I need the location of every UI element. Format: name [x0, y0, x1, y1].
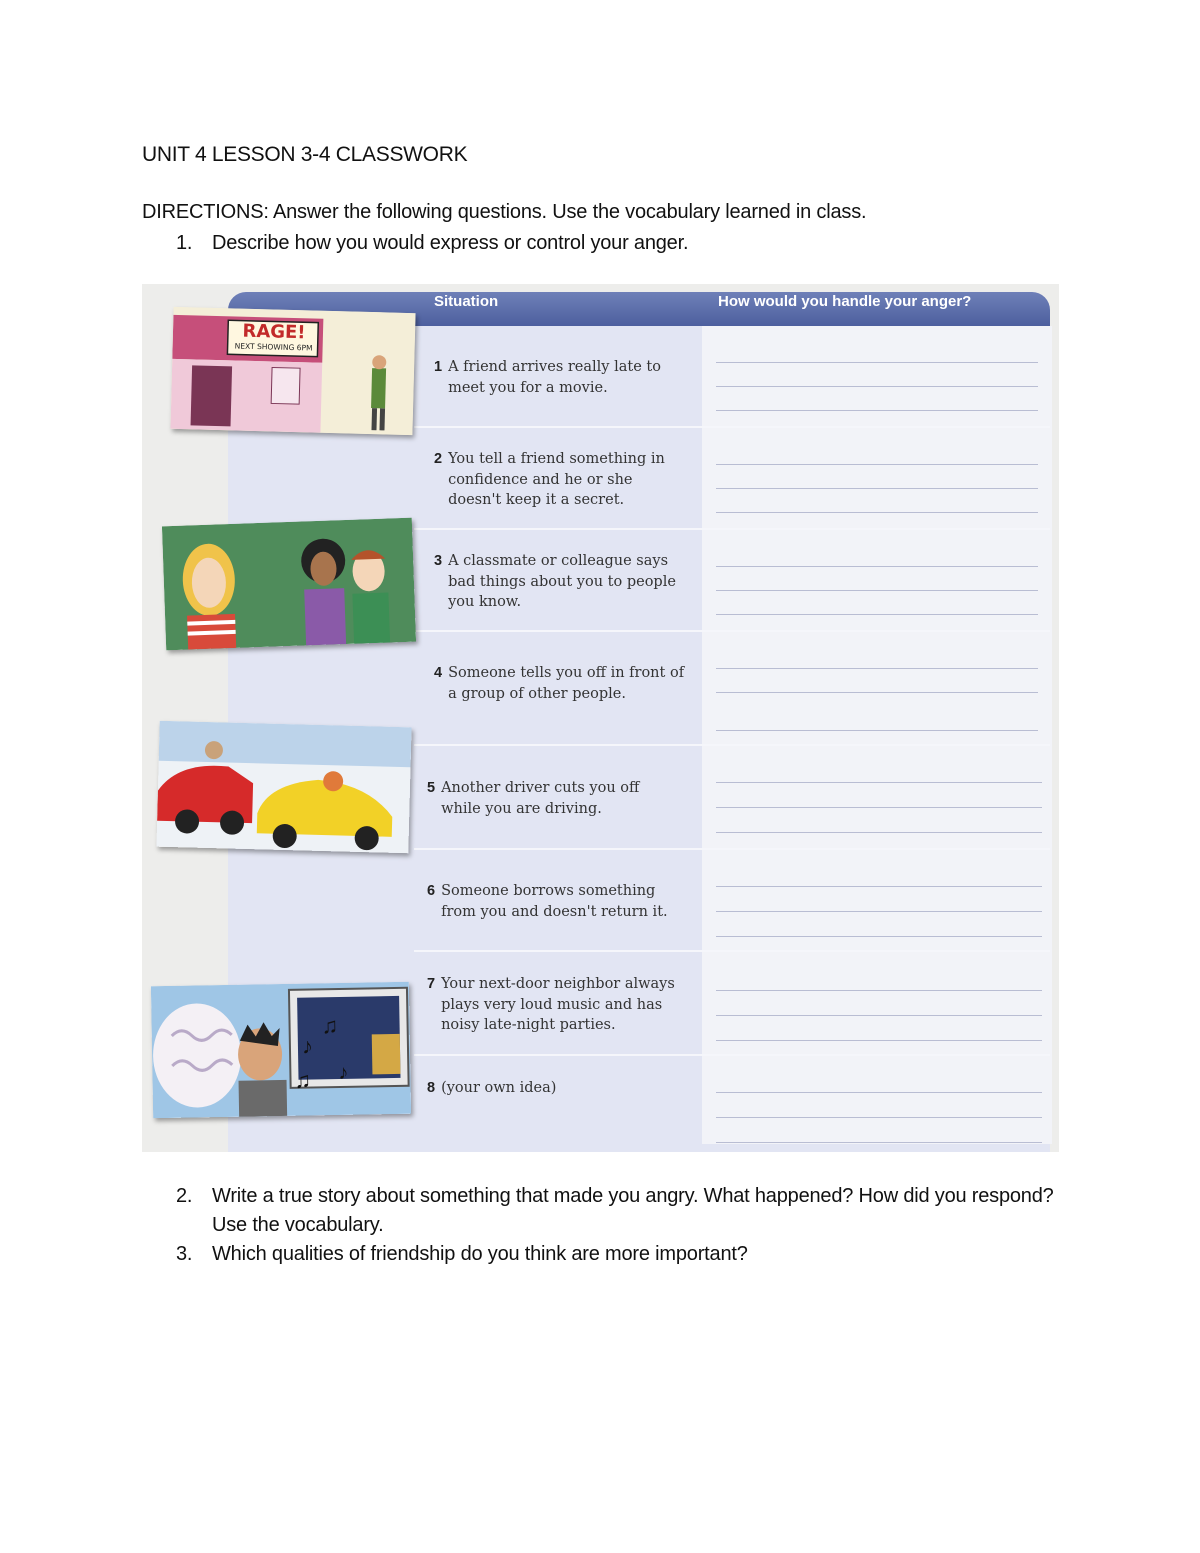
row-divider	[414, 528, 1050, 530]
situation-text: A classmate or colleague says bad things about you to people you know.	[448, 553, 676, 610]
situation-number: 5	[427, 780, 436, 796]
answer-line[interactable]	[716, 886, 1042, 887]
situation-6	[427, 881, 681, 922]
movie-sign-subtitle: NEXT SHOWING 6PM	[234, 341, 313, 353]
directions-text: : Answer the following questions. Use the vocabulary learned in class.	[263, 201, 867, 223]
directions	[142, 201, 866, 224]
answer-column	[702, 326, 1052, 1144]
situation-number: 2	[434, 451, 443, 467]
situation-7	[427, 974, 681, 1036]
situation-number: 1	[434, 359, 443, 375]
row-divider	[414, 950, 1050, 952]
answer-line[interactable]	[716, 512, 1038, 513]
situation-text: (your own idea)	[441, 1080, 557, 1096]
situation-number: 3	[434, 553, 443, 569]
answer-line[interactable]	[716, 1092, 1042, 1093]
noisy-neighbor-illustration	[151, 982, 411, 1118]
answer-line[interactable]	[716, 1040, 1042, 1041]
answer-line[interactable]	[716, 464, 1038, 465]
svg-text:♫: ♫	[321, 1013, 339, 1039]
situation-number: 7	[427, 976, 436, 992]
situation-text: Your next-door neighbor always plays very loud music and has noisy late-night parties.	[441, 976, 675, 1033]
answer-line[interactable]	[716, 386, 1038, 387]
situation-3	[434, 551, 688, 613]
situation-text: A friend arrives really late to meet you for a movie.	[448, 359, 661, 396]
answer-line[interactable]	[716, 614, 1038, 615]
situation-text: Another driver cuts you off while you are driving.	[441, 780, 640, 817]
situation-number: 8	[427, 1080, 436, 1096]
situation-number: 4	[434, 665, 443, 681]
answer-line[interactable]	[716, 488, 1038, 489]
situation-4	[434, 663, 688, 704]
answer-line[interactable]	[716, 590, 1038, 591]
situation-text: Someone tells you off in front of a group of other people.	[448, 665, 685, 702]
row-divider	[414, 630, 1050, 632]
answer-line[interactable]	[716, 807, 1042, 808]
question-number: 3.	[176, 1243, 193, 1265]
question-number: 1.	[176, 232, 193, 254]
cars-illustration	[156, 721, 411, 854]
header-situation: Situation	[434, 293, 499, 310]
answer-line[interactable]	[716, 1015, 1042, 1016]
question-text: Describe how you would express or control your anger.	[212, 232, 689, 254]
answer-line[interactable]	[716, 936, 1042, 937]
svg-text:♪: ♪	[301, 1033, 314, 1059]
svg-text:♫: ♫	[294, 1067, 312, 1093]
answer-line[interactable]	[716, 782, 1042, 783]
header-response: How would you handle your anger?	[718, 293, 972, 310]
worksheet-figure	[142, 284, 1059, 1152]
page-title: UNIT 4 LESSON 3-4 CLASSWORK	[142, 143, 468, 166]
situation-8	[427, 1078, 681, 1099]
answer-line[interactable]	[716, 1142, 1042, 1143]
question-text: Write a true story about something that made you angry. What happened? How did you respond? Use the vocabulary.	[212, 1185, 1054, 1236]
svg-text:♪: ♪	[338, 1061, 349, 1084]
answer-line[interactable]	[716, 566, 1038, 567]
answer-line[interactable]	[716, 362, 1038, 363]
row-divider	[414, 426, 1050, 428]
directions-label: DIRECTIONS	[142, 201, 264, 223]
answer-line[interactable]	[716, 692, 1038, 693]
answer-line[interactable]	[716, 990, 1042, 991]
answer-line[interactable]	[716, 911, 1042, 912]
answer-line[interactable]	[716, 730, 1038, 731]
situation-1	[434, 357, 688, 398]
movie-sign-title: RAGE!	[242, 320, 306, 344]
row-divider	[414, 848, 1050, 850]
row-divider	[414, 1054, 1050, 1056]
answer-line[interactable]	[716, 832, 1042, 833]
answer-line[interactable]	[716, 410, 1038, 411]
question-2	[0, 1182, 1200, 1242]
answer-line[interactable]	[716, 668, 1038, 669]
situation-5	[427, 778, 681, 819]
situation-number: 6	[427, 883, 436, 899]
situation-2	[434, 449, 688, 511]
question-number: 2.	[176, 1185, 193, 1207]
gossip-illustration	[162, 518, 416, 651]
movie-theater-illustration	[170, 307, 415, 435]
answer-line[interactable]	[716, 1117, 1042, 1118]
row-divider	[414, 744, 1050, 746]
situation-text: Someone borrows something from you and doesn't return it.	[441, 883, 668, 920]
situation-text: You tell a friend something in confidence and he or she doesn't keep it a secret.	[448, 451, 665, 508]
question-text: Which qualities of friendship do you think are more important?	[212, 1243, 748, 1265]
